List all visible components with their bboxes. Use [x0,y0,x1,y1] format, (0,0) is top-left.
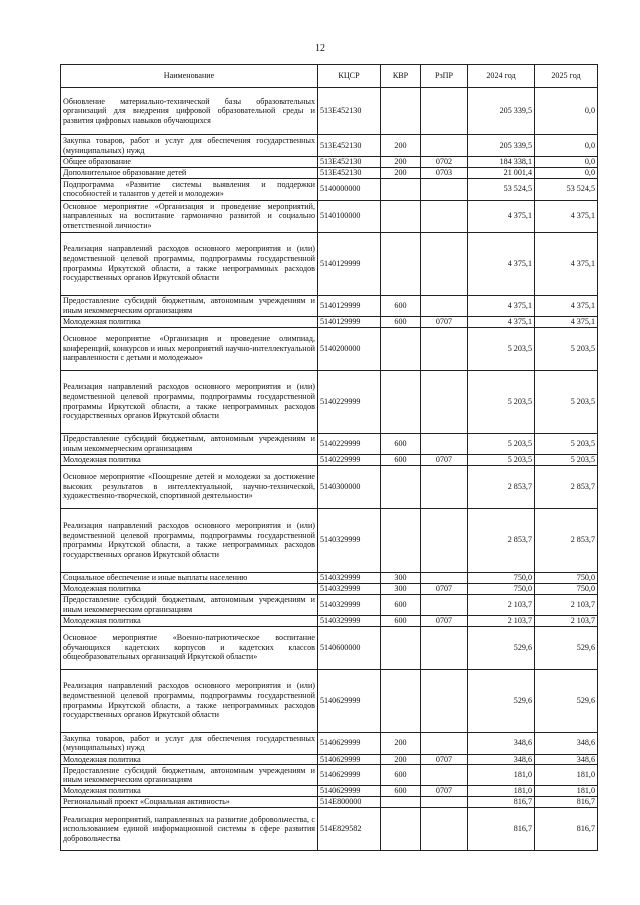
table-row [61,594,598,615]
cell-rzpr [421,626,468,669]
table-row [61,178,598,200]
header-kcsr: КЦСР [318,65,381,88]
table-row [61,370,598,433]
cell-y2024: 4 375,1 [468,316,535,327]
cell-kcsr: 5140300000 [318,465,381,508]
table-row [61,808,598,851]
cell-y2024: 5 203,5 [468,433,535,454]
cell-y2024: 5 203,5 [468,327,535,370]
cell-rzpr [421,594,468,615]
cell-y2025: 0,0 [535,135,598,157]
cell-rzpr: 0707 [421,454,468,465]
budget-table [60,64,598,851]
cell-y2024: 205 339,5 [468,88,535,135]
cell-kcsr: 513Е452130 [318,157,381,168]
cell-kcsr: 5140129999 [318,316,381,327]
table-row [61,465,598,508]
cell-kvr [381,232,421,295]
cell-kcsr: 5140329999 [318,583,381,594]
cell-name: Предоставление субсидий бюджетным, автономным учреждениям и иным некоммерческим организациям [61,594,318,615]
cell-kcsr: 514Е800000 [318,797,381,808]
table-row [61,732,598,754]
cell-y2024: 529,6 [468,626,535,669]
cell-name: Молодежная политика [61,316,318,327]
cell-kcsr: 5140600000 [318,626,381,669]
cell-name: Реализация направлений расходов основного мероприятия и (или) ведомственной целевой программы, подпрограммы государственной программы Иркутской области, а также непрограммных расходов государственных органов Иркутской области [61,508,318,572]
cell-kvr [381,327,421,370]
cell-kcsr: 5140329999 [318,508,381,572]
cell-y2025: 348,6 [535,754,598,765]
table-row [61,433,598,454]
cell-y2024: 4 375,1 [468,200,535,232]
cell-kvr [381,178,421,200]
cell-kcsr: 5140629999 [318,669,381,732]
cell-rzpr: 0707 [421,786,468,797]
cell-y2025: 5 203,5 [535,327,598,370]
cell-kvr: 200 [381,135,421,157]
cell-kcsr: 5140229999 [318,454,381,465]
cell-y2024: 5 203,5 [468,370,535,433]
cell-rzpr: 0707 [421,583,468,594]
cell-name: Реализация направлений расходов основного мероприятия и (или) ведомственной целевой программы, подпрограммы государственной программы Иркутской области, а также непрограммных расходов государственных органов Иркутской области [61,669,318,732]
cell-y2025: 529,6 [535,626,598,669]
cell-kcsr: 5140629999 [318,754,381,765]
table-row [61,626,598,669]
cell-y2024: 181,0 [468,786,535,797]
cell-name: Молодежная политика [61,786,318,797]
cell-rzpr [421,327,468,370]
cell-name: Молодежная политика [61,754,318,765]
cell-y2024: 2 103,7 [468,594,535,615]
cell-kvr: 600 [381,454,421,465]
table-body [61,88,598,851]
cell-kvr: 200 [381,732,421,754]
cell-kcsr: 5140329999 [318,572,381,583]
cell-kvr [381,797,421,808]
cell-y2025: 5 203,5 [535,370,598,433]
table-row [61,295,598,316]
cell-y2025: 181,0 [535,765,598,786]
table-row [61,583,598,594]
cell-y2025: 2 103,7 [535,615,598,626]
cell-y2024: 529,6 [468,669,535,732]
cell-kvr [381,465,421,508]
table-row [61,797,598,808]
cell-kvr [381,808,421,851]
table-row [61,316,598,327]
cell-name: Общее образование [61,157,318,168]
cell-name: Молодежная политика [61,615,318,626]
cell-kvr: 600 [381,316,421,327]
table-row [61,157,598,168]
cell-y2025: 181,0 [535,786,598,797]
cell-y2025: 750,0 [535,583,598,594]
header-rzpr: РзПР [421,65,468,88]
cell-kcsr: 5140629999 [318,765,381,786]
cell-rzpr: 0702 [421,157,468,168]
cell-kcsr: 5140000000 [318,178,381,200]
cell-rzpr: 0707 [421,754,468,765]
table-row [61,135,598,157]
cell-y2024: 4 375,1 [468,232,535,295]
table-row [61,168,598,179]
cell-y2025: 348,6 [535,732,598,754]
table-row [61,786,598,797]
cell-rzpr: 0703 [421,168,468,179]
cell-kcsr: 513Е452130 [318,135,381,157]
cell-kcsr: 5140229999 [318,433,381,454]
cell-kcsr: 5140329999 [318,615,381,626]
cell-y2025: 2 103,7 [535,594,598,615]
cell-name: Обновление материально-технической базы образовательных организаций для внедрения цифровой образовательной среды и развития цифровых навыков обучающихся [61,88,318,135]
cell-kvr: 200 [381,157,421,168]
cell-name: Реализация направлений расходов основного мероприятия и (или) ведомственной целевой программы, подпрограммы государственной программы Иркутской области, а также непрограммных расходов государственных органов Иркутской области [61,232,318,295]
cell-y2025: 53 524,5 [535,178,598,200]
cell-kvr: 600 [381,615,421,626]
table-row [61,669,598,732]
cell-y2024: 53 524,5 [468,178,535,200]
cell-rzpr [421,669,468,732]
cell-y2025: 816,7 [535,808,598,851]
cell-kcsr: 513Е452130 [318,88,381,135]
cell-kvr: 600 [381,786,421,797]
cell-rzpr [421,370,468,433]
cell-kcsr: 514Е829582 [318,808,381,851]
table-row [61,754,598,765]
cell-name: Основное мероприятие «Организация и проведение мероприятий, направленных на воспитание гармонично развитой и социально ответственной личности» [61,200,318,232]
cell-name: Реализация мероприятий, направленных на развитие добровольчества, с использованием единой информационной системы в сфере развития добровольчества [61,808,318,851]
cell-name: Дополнительное образование детей [61,168,318,179]
cell-rzpr [421,232,468,295]
cell-y2025: 816,7 [535,797,598,808]
cell-rzpr [421,732,468,754]
cell-name: Основное мероприятие «Организация и проведение олимпиад, конференций, конкурсов и иных мероприятий научно-интеллектуальной направленности с детьми и молодежью» [61,327,318,370]
cell-y2024: 181,0 [468,765,535,786]
table-row [61,327,598,370]
cell-rzpr [421,295,468,316]
cell-kvr: 300 [381,583,421,594]
cell-kvr [381,508,421,572]
table-row [61,765,598,786]
cell-name: Предоставление субсидий бюджетным, автономным учреждениям и иным некоммерческим организациям [61,765,318,786]
cell-kcsr: 513Е452130 [318,168,381,179]
cell-kcsr: 5140329999 [318,594,381,615]
cell-name: Закупка товаров, работ и услуг для обеспечения государственных (муниципальных) нужд [61,732,318,754]
header-2024: 2024 год [468,65,535,88]
cell-rzpr [421,765,468,786]
header-2025: 2025 год [535,65,598,88]
cell-name: Реализация направлений расходов основного мероприятия и (или) ведомственной целевой программы, подпрограммы государственной программы Иркутской области, а также непрограммных расходов государственных органов Иркутской области [61,370,318,433]
cell-y2024: 21 001,4 [468,168,535,179]
cell-name: Основное мероприятие «Поощрение детей и молодежи за достижение высоких результатов в интеллектуальной, научно-технической, художественно-творческой, спортивной деятельности» [61,465,318,508]
header-name: Наименование [61,65,318,88]
cell-kvr: 300 [381,572,421,583]
cell-name: Молодежная политика [61,583,318,594]
cell-kcsr: 5140200000 [318,327,381,370]
cell-y2024: 2 853,7 [468,465,535,508]
table-row [61,232,598,295]
cell-kcsr: 5140129999 [318,232,381,295]
cell-kvr [381,88,421,135]
cell-y2025: 529,6 [535,669,598,732]
cell-rzpr [421,135,468,157]
cell-rzpr [421,808,468,851]
cell-kcsr: 5140629999 [318,732,381,754]
cell-kvr [381,370,421,433]
table-row [61,508,598,572]
cell-name: Предоставление субсидий бюджетным, автономным учреждениям и иным некоммерческим организациям [61,295,318,316]
cell-name: Социальное обеспечение и иные выплаты населению [61,572,318,583]
cell-y2025: 0,0 [535,157,598,168]
cell-y2024: 2 853,7 [468,508,535,572]
cell-rzpr: 0707 [421,615,468,626]
cell-name: Закупка товаров, работ и услуг для обеспечения государственных (муниципальных) нужд [61,135,318,157]
table-row [61,572,598,583]
cell-y2025: 4 375,1 [535,295,598,316]
cell-y2024: 205 339,5 [468,135,535,157]
cell-y2024: 750,0 [468,583,535,594]
cell-kcsr: 5140629999 [318,786,381,797]
cell-y2024: 816,7 [468,797,535,808]
cell-rzpr [421,178,468,200]
cell-y2025: 2 853,7 [535,508,598,572]
cell-kvr: 600 [381,765,421,786]
cell-name: Предоставление субсидий бюджетным, автономным учреждениям и иным некоммерческим организациям [61,433,318,454]
cell-kvr: 200 [381,754,421,765]
cell-y2024: 348,6 [468,754,535,765]
cell-y2024: 2 103,7 [468,615,535,626]
cell-y2024: 750,0 [468,572,535,583]
cell-y2025: 4 375,1 [535,232,598,295]
cell-rzpr [421,508,468,572]
cell-kvr: 600 [381,433,421,454]
cell-kcsr: 5140100000 [318,200,381,232]
table-row [61,615,598,626]
table-row [61,200,598,232]
cell-name: Основное мероприятие «Военно-патриотическое воспитание обучающихся кадетских корпусов и кадетских классов общеобразовательных организаций Иркутской области» [61,626,318,669]
cell-y2024: 4 375,1 [468,295,535,316]
cell-name: Молодежная политика [61,454,318,465]
cell-y2025: 0,0 [535,88,598,135]
cell-kvr: 600 [381,295,421,316]
cell-rzpr: 0707 [421,316,468,327]
cell-y2025: 2 853,7 [535,465,598,508]
cell-rzpr [421,572,468,583]
table-row [61,88,598,135]
cell-rzpr [421,200,468,232]
cell-name: Региональный проект «Социальная активность» [61,797,318,808]
cell-rzpr [421,465,468,508]
cell-kvr: 600 [381,594,421,615]
cell-y2024: 5 203,5 [468,454,535,465]
cell-rzpr [421,433,468,454]
cell-kvr: 200 [381,168,421,179]
cell-kcsr: 5140229999 [318,370,381,433]
table-row [61,454,598,465]
cell-y2024: 348,6 [468,732,535,754]
cell-rzpr [421,797,468,808]
header-kvr: КВР [381,65,421,88]
cell-name: Подпрограмма «Развитие системы выявления и поддержки способностей и талантов у детей и молодежи» [61,178,318,200]
cell-y2025: 0,0 [535,168,598,179]
cell-y2024: 184 338,1 [468,157,535,168]
cell-kcsr: 5140129999 [318,295,381,316]
cell-y2025: 750,0 [535,572,598,583]
cell-y2025: 4 375,1 [535,200,598,232]
page-number: 12 [315,43,325,54]
cell-y2024: 816,7 [468,808,535,851]
cell-y2025: 4 375,1 [535,316,598,327]
table-header-row [61,65,598,88]
cell-y2025: 5 203,5 [535,454,598,465]
cell-rzpr [421,88,468,135]
cell-y2025: 5 203,5 [535,433,598,454]
cell-kvr [381,669,421,732]
cell-kvr [381,626,421,669]
cell-kvr [381,200,421,232]
